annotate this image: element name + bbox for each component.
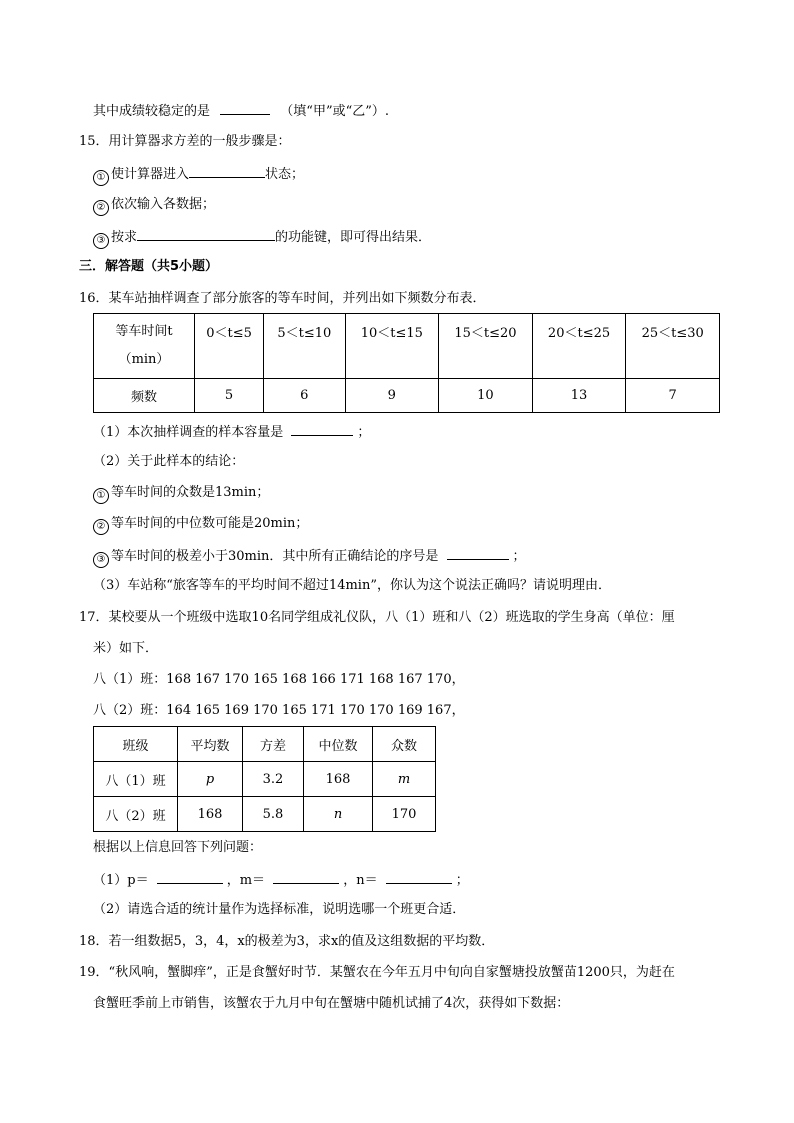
q15-stem: 15．用计算器求方差的一般步骤是： (79, 134, 291, 149)
section-heading: 三．解答题（共5小题） (79, 259, 219, 274)
q16-range-cell: 10＜t≤15 (345, 314, 439, 379)
q16-p1-blank[interactable] (291, 421, 353, 436)
circled-number-3: ③ (93, 552, 109, 568)
q16-frequency-table (93, 313, 720, 413)
q15-s1-blank[interactable] (189, 163, 265, 178)
q17-m-blank[interactable] (273, 869, 339, 884)
q16-range-cell: 0＜t≤5 (195, 314, 264, 379)
q16-frequency-cell: 9 (345, 379, 439, 413)
q17-prompt: 根据以上信息回答下列问题： (93, 840, 263, 855)
q17-cell: m (373, 762, 436, 797)
q16-p1-text-b: ； (357, 425, 371, 440)
q16-range-cell: 15＜t≤20 (439, 314, 533, 379)
q15-step-3 (93, 226, 431, 249)
q16-c2-text: 等车时间的中位数可能是20min； (111, 516, 309, 531)
q16-part-2: （2）关于此样本的结论： (93, 454, 245, 469)
q16-header-label (94, 314, 195, 379)
q15-s2-text: 依次输入各数据； (111, 197, 216, 212)
q17-p1-text-a: （1）p＝ (93, 873, 149, 888)
q15-s1-text-b: 状态； (265, 167, 305, 182)
q14-text-a: 其中成绩较稳定的是 (93, 104, 211, 119)
q17-header-cell: 平均数 (178, 727, 243, 762)
q16-stem: 16．某车站抽样调查了部分旅客的等车时间，并列出如下频数分布表． (79, 291, 486, 306)
q17-p1-text-d: ； (455, 873, 469, 888)
q16-c3-text-a: 等车时间的极差小于30min．其中所有正确结论的序号是 (111, 549, 439, 564)
q16-conclusion-2 (93, 514, 308, 535)
circled-number-1: ① (93, 488, 109, 504)
q16-range-cell: 25＜t≤30 (626, 314, 720, 379)
q17-cell: 八（1）班 (94, 762, 178, 797)
q17-stats-table (93, 726, 436, 832)
q16-c1-text: 等车时间的众数是13min； (111, 485, 270, 500)
q18-stem: 18．若一组数据5，3，4，x的极差为3，求x的值及这组数据的平均数． (79, 934, 495, 949)
q16-p1-text-a: （1）本次抽样调查的样本容量是 (93, 425, 284, 440)
q17-n-blank[interactable] (386, 869, 452, 884)
q16-frequency-cell: 6 (264, 379, 345, 413)
q15-step-1 (93, 163, 304, 186)
q16-conclusion-1 (93, 483, 269, 504)
q16-frequency-cell: 7 (626, 379, 720, 413)
circled-number-3: ③ (93, 233, 109, 249)
circled-number-2: ② (93, 200, 109, 216)
q16-range-cell: 5＜t≤10 (264, 314, 345, 379)
q16-c3-text-b: ； (512, 549, 526, 564)
q16-header-label-b: （min） (118, 352, 170, 367)
q17-stem-2: 米）如下． (93, 641, 159, 656)
q17-cell: p (178, 762, 243, 797)
q16-frequency-cell: 13 (532, 379, 626, 413)
q15-s3-text-a: 按求 (111, 230, 138, 245)
q17-class-2-data: 八（2）班：164 165 169 170 165 171 170 170 169 167， (93, 703, 465, 718)
q19-stem-1: 19．“秋风响，蟹脚痒”，正是食蟹好时节．某蟹农在今年五月中旬向自家蟹塘投放蟹苗1200只，为赶在 (79, 965, 675, 980)
q17-class-1-data: 八（1）班：168 167 170 165 168 166 171 168 167 170， (93, 672, 465, 687)
q14-blank[interactable] (220, 100, 270, 115)
circled-number-2: ② (93, 519, 109, 535)
q17-cell: n (304, 797, 373, 832)
q17-cell: 168 (304, 762, 373, 797)
q17-header-cell: 众数 (373, 727, 436, 762)
q16-row-label: 频数 (94, 379, 195, 413)
q17-header-cell: 方差 (243, 727, 304, 762)
q16-conclusion-3 (93, 545, 526, 568)
q15-step-2 (93, 195, 215, 216)
q17-part-1 (93, 869, 469, 891)
q16-c3-blank[interactable] (447, 545, 509, 560)
q16-frequency-cell: 5 (195, 379, 264, 413)
q17-p1-text-b: ，m＝ (226, 873, 266, 888)
q17-p1-text-c: ，n＝ (343, 873, 378, 888)
q16-part-3: （3）车站称“旅客等车的平均时间不超过14min”，你认为这个说法正确吗？请说明理由． (93, 578, 611, 593)
q17-p-blank[interactable] (157, 869, 223, 884)
q17-cell: 168 (178, 797, 243, 832)
q16-part-1 (93, 421, 370, 443)
circled-number-1: ① (93, 170, 109, 186)
q17-cell: 3.2 (243, 762, 304, 797)
q16-range-cell: 20＜t≤25 (532, 314, 626, 379)
q17-header-cell: 中位数 (304, 727, 373, 762)
q17-header-cell: 班级 (94, 727, 178, 762)
q19-stem-2: 食蟹旺季前上市销售，该蟹农于九月中旬在蟹塘中随机试捕了4次，获得如下数据： (93, 996, 570, 1011)
q15-s3-text-b: 的功能键，即可得出结果． (275, 230, 432, 245)
q15-s1-text-a: 使计算器进入 (111, 167, 190, 182)
q16-frequency-cell: 10 (439, 379, 533, 413)
q16-header-label-a: 等车时间t (115, 324, 173, 339)
q17-cell: 170 (373, 797, 436, 832)
q14-answer-line (93, 100, 389, 122)
q17-cell: 5.8 (243, 797, 304, 832)
q17-stem-1: 17．某校要从一个班级中选取10名同学组成礼仪队，八（1）班和八（2）班选取的学生身高（单位：厘 (79, 610, 675, 625)
q15-s3-blank[interactable] (137, 226, 275, 241)
q14-text-b: （填“甲”或“乙”）. (280, 104, 390, 119)
q17-part-2: （2）请选合适的统计量作为选择标准，说明选哪一个班更合适． (93, 902, 466, 917)
q17-cell: 八（2）班 (94, 797, 178, 832)
